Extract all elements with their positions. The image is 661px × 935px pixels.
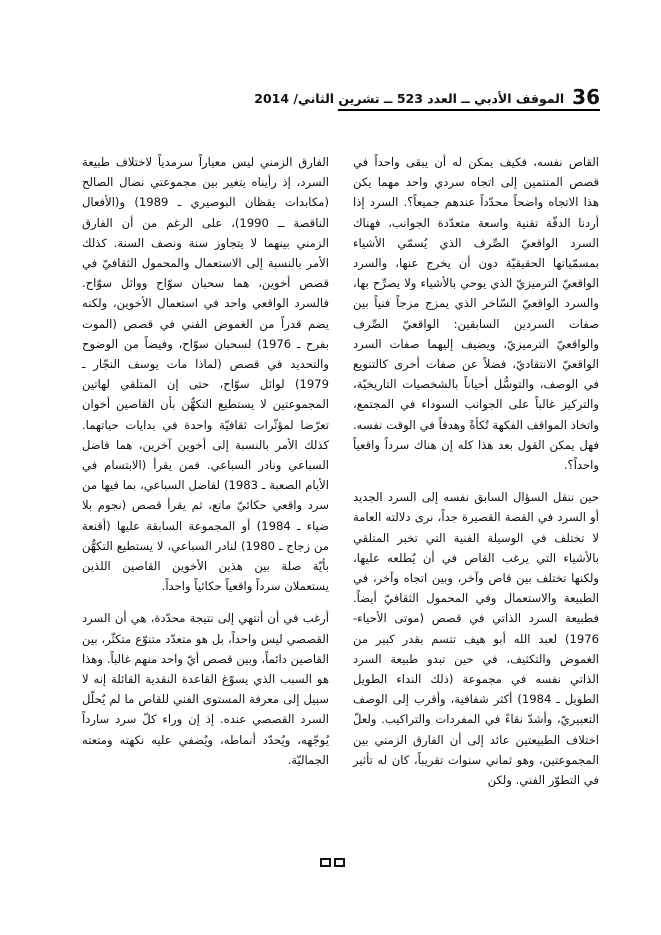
right-paragraph-2: حين ننقل السؤال السابق نفسه إلى السرد الجديد أو السرد في القصة القصيرة جداً، نرى دلالته العامة لا تختلف في الوسيلة الفنية التي تخبر المتلقي بالأشياء التي يرغب القاص في أن يُطلعه عليها، ولكنها تختلف بين قاص وآخر، وبين اتجاه وآخر، في الطبيعة والاستعمال وفي المحمول الثقافيّ أيضاً. فطبيعة السرد الذاتي في قصص (موتى الأحياء- 1976) لعبد الله أبو هيف تتسم بقدر كبير من الغموض والتكثيف، في حين تبدو طبيعة السرد الذاتي نفسه في مجموعة (ذلك النداء الطويل الطويل ـ 1984) أكثر شفافية، وأقرب إلى الوصف التعبيريّ، وأشدّ نقاءً في المفردات والتراكيب. ولعلّ اختلاف الطبيعتين عائد إلى أن الفارق الزمني بين المجموعتين، وهو ثماني سنوات تقريباً، كان له تأثير في التطوّر الفني. ولكن — [353, 490, 599, 788]
running-title: الموقف الأدبي ــ العدد 523 ــ تشرين الثاني/ 2014 — [254, 91, 565, 106]
footer-square-icon — [334, 858, 345, 867]
page-header — [254, 82, 600, 109]
right-paragraph-1: القاص نفسه، فكيف يمكن له أن يبقى واحداً في قصص المنتمين إلى اتجاه سردي واحد مهما يكن هذا الاتجاه واضحاً محدّداً عندهم جميعاً؟. السرد إذا أردنا الدقّة تقنية واسعة متعدّدة الجوانب، فهناك السرد الواقعيّ الصِّرف الذي يُسمّي الأشياء بمسمّياتها الحقيقيّة دون أن يخرج عنها، والسرد الواقعيّ الترميزيّ الذي يوحي بالأشياء ولا يصرِّح بها، والسرد الواقعيّ السّاخر الذي يمزج مزجاً فنياً بين صفات السردين السابقين: الواقعيّ الصِّرف والواقعيّ الترميزيّ، ويضيف إليهما صفات السرد الواقعيّ الانتقاديّ، فضلاً عن صفات أخرى كالتنويع في الوصف، والتوسُّل أحياناً بالشخصيات التاريخيّة، والتركيز غالباً على الجوانب السوداء في المجتمع، واتخاذ المواقف الفكهة تُكأةً وهدفاً في الوقت نفسه. فهل يمكن القول بعد هذا كله إن هناك سرداً واقعياً واحداً؟. — [353, 155, 599, 473]
page-number: 36 — [572, 85, 600, 109]
left-paragraph-1: الفارق الزمني ليس معياراً سرمدياً لاختلاف طبيعة السرد، إذ رأيناه يتغير بين مجموعتي نضال الصالح (مكابدات يقظان البوصيري ـ 1989) و(الأفعال الناقصة ــ 1990)، على الرغم من أن الفارق الزمني بينهما لا يتجاوز سنة ونصف السنة. كذلك الأمر بالنسبة إلى الاستعمال والمحمول الثقافيّ في قصص أخوين، هما سحبان سوّاح ووائل سوّاح. فالسرد الواقعي واحد في استعمال الأخوين، ولكنه يضم قدراً من الغموض الفني في قصص (الموت بفرح ـ 1976) لسحبان سوّاح، وفيضاً من الوضوح والتحديد في قصص (لماذا مات يوسف النجّار ـ 1979) لوائل سوّاح، حتى إن المتلقي لهاتين المجموعتين لا يستطيع التكهُّن بأن القاصين أخوان تعرّضا لمؤثّرات ثقافيّة واحدة في بدايات حياتهما. كذلك الأمر بالنسبة إلى أخوين آخرين، هما فاضل السباعي ونادر السباعي. فمن يقرأ (الابتسام في الأيام الصعبة ـ 1983) لفاضل السباعي، بما فيها من سرد واقعي حكائيّ ماتع، ثم يقرأ قصص (نجوم بلا ضياء ـ 1984) أو المجموعة السابقة عليها (أقنعة من زجاج ـ 1980) لنادر السباعي، لا يستطيع التكهُّن بأيّة صلة بين هذين الأخوين القاصين اللذين يستعملان سرداً واقعياً حكائياً واحداً. — [82, 155, 330, 594]
header-rule — [338, 109, 600, 111]
footer-ornament — [318, 858, 346, 870]
left-paragraph-2: أرغب في أن أنتهي إلى نتيجة محدّدة، هي أن السرد القصصي ليس واحداً، بل هو متعدّد متنوّع متكثّر، بين القاصين دائماً، وبين قصص أيّ واحد منهم غالباً. وهذا هو السبب الذي يسوّغ القاعدة النقدية القائلة إنه لا سبيل إلى معرفة المستوى الفني للقاص ما لم يُحلّل السرد القصصي عنده. إذ إن وراء كلّ سرد سارداً يُوجّهه، ويُحدّد أنماطه، ويُضفي عليه نكهته ومتعته الجماليّة. — [82, 611, 329, 767]
footer-square-icon — [320, 858, 331, 867]
left-column — [82, 152, 329, 782]
right-column — [353, 152, 599, 802]
